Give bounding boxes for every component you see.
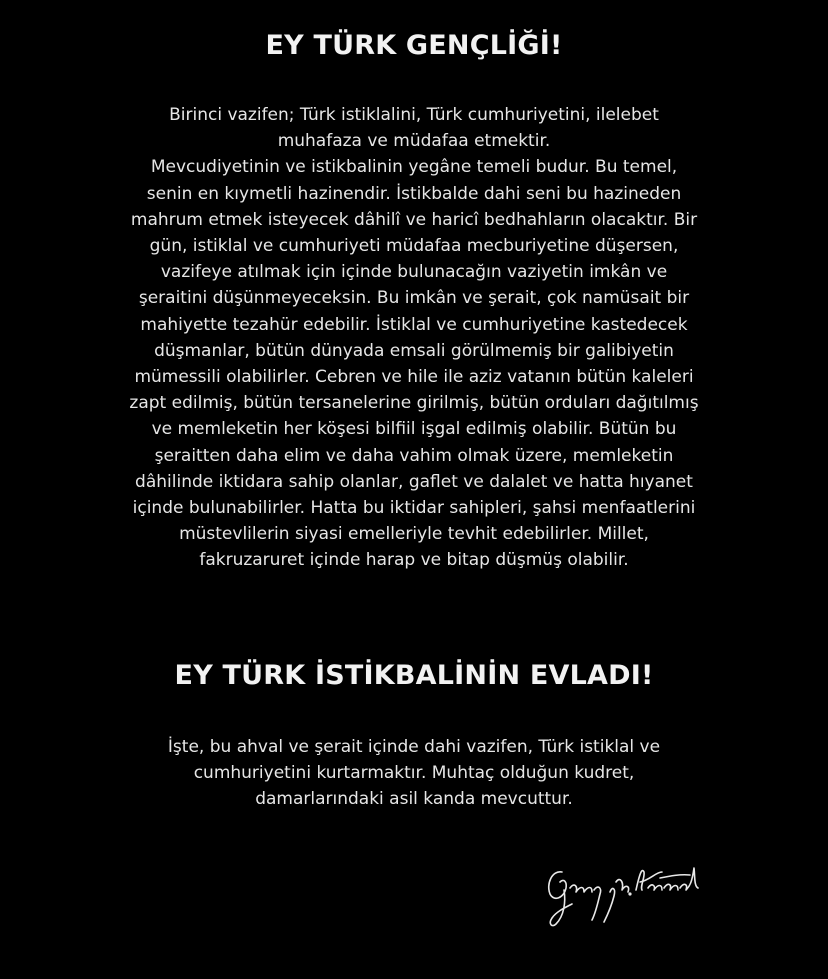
text-line: Mevcudiyetinin ve istikbalinin yegâne temeli budur. Bu temel, xyxy=(150,157,678,178)
text-line: vazifeye atılmak için içinde bulunacağın vaziyetin imkân ve xyxy=(160,262,668,283)
text-line: gün, istiklal ve cumhuriyeti müdafaa mecburiyetine düşersen, xyxy=(149,236,679,257)
text-line: senin en kıymetli hazinendir. İstikbalde dahi seni bu hazineden xyxy=(146,183,682,204)
heading-ey-turk-gencligi: EY TÜRK GENÇLİĞİ! xyxy=(265,30,563,61)
text-line: şeraitini düşünmeyeceksin. Bu imkân ve şerait, çok namüsait bir xyxy=(138,288,690,309)
text-line: cumhuriyetini kurtarmaktır. Muhtaç olduğun kudret, xyxy=(193,763,635,784)
signature-image xyxy=(540,842,720,932)
text-line: şeraitten daha elim ve daha vahim olmak üzere, memleketin xyxy=(154,445,674,466)
text-line: mahrum etmek isteyecek dâhilî ve haricî bedhahların olacaktır. Bir xyxy=(130,209,698,230)
text-line: ve memleketin her köşesi bilfiil işgal edilmiş olabilir. Bütün bu xyxy=(151,419,677,440)
heading-ey-turk-istikbalinin-evladi: EY TÜRK İSTİKBALİNİN EVLADI! xyxy=(174,660,654,691)
text-line: fakruzaruret içinde harap ve bitap düşmüş olabilir. xyxy=(199,550,629,571)
text-line: muhafaza ve müdafaa etmektir. xyxy=(277,131,551,152)
text-line: mahiyette tezahür edebilir. İstiklal ve cumhuriyetine kastedecek xyxy=(140,314,688,335)
text-line: düşmanlar, bütün dünyada emsali görülmemiş bir galibiyetin xyxy=(154,340,674,361)
paragraph-closing xyxy=(60,734,768,813)
text-line: dâhilinde iktidara sahip olanlar, gaflet ve dalalet ve hatta hıyanet xyxy=(135,471,693,492)
text-line: İşte, bu ahval ve şerait içinde dahi vazifen, Türk istiklal ve xyxy=(167,737,661,757)
text-line: Birinci vazifen; Türk istiklalini, Türk cumhuriyetini, ilelebet xyxy=(169,105,659,125)
text-line: mümessili olabilirler. Cebren ve hile ile aziz vatanın bütün kaleleri xyxy=(134,367,694,388)
text-line: zapt edilmiş, bütün tersanelerine girilmiş, bütün orduları dağıtılmış xyxy=(129,393,699,414)
text-line: damarlarındaki asil kanda mevcuttur. xyxy=(255,789,573,810)
paragraph-main xyxy=(60,102,768,574)
text-line: içinde bulunabilirler. Hatta bu iktidar sahipleri, şahsi menfaatlerini xyxy=(132,498,696,519)
text-line: müstevlilerin siyasi emelleriyle tevhit edebilirler. Millet, xyxy=(179,524,649,545)
